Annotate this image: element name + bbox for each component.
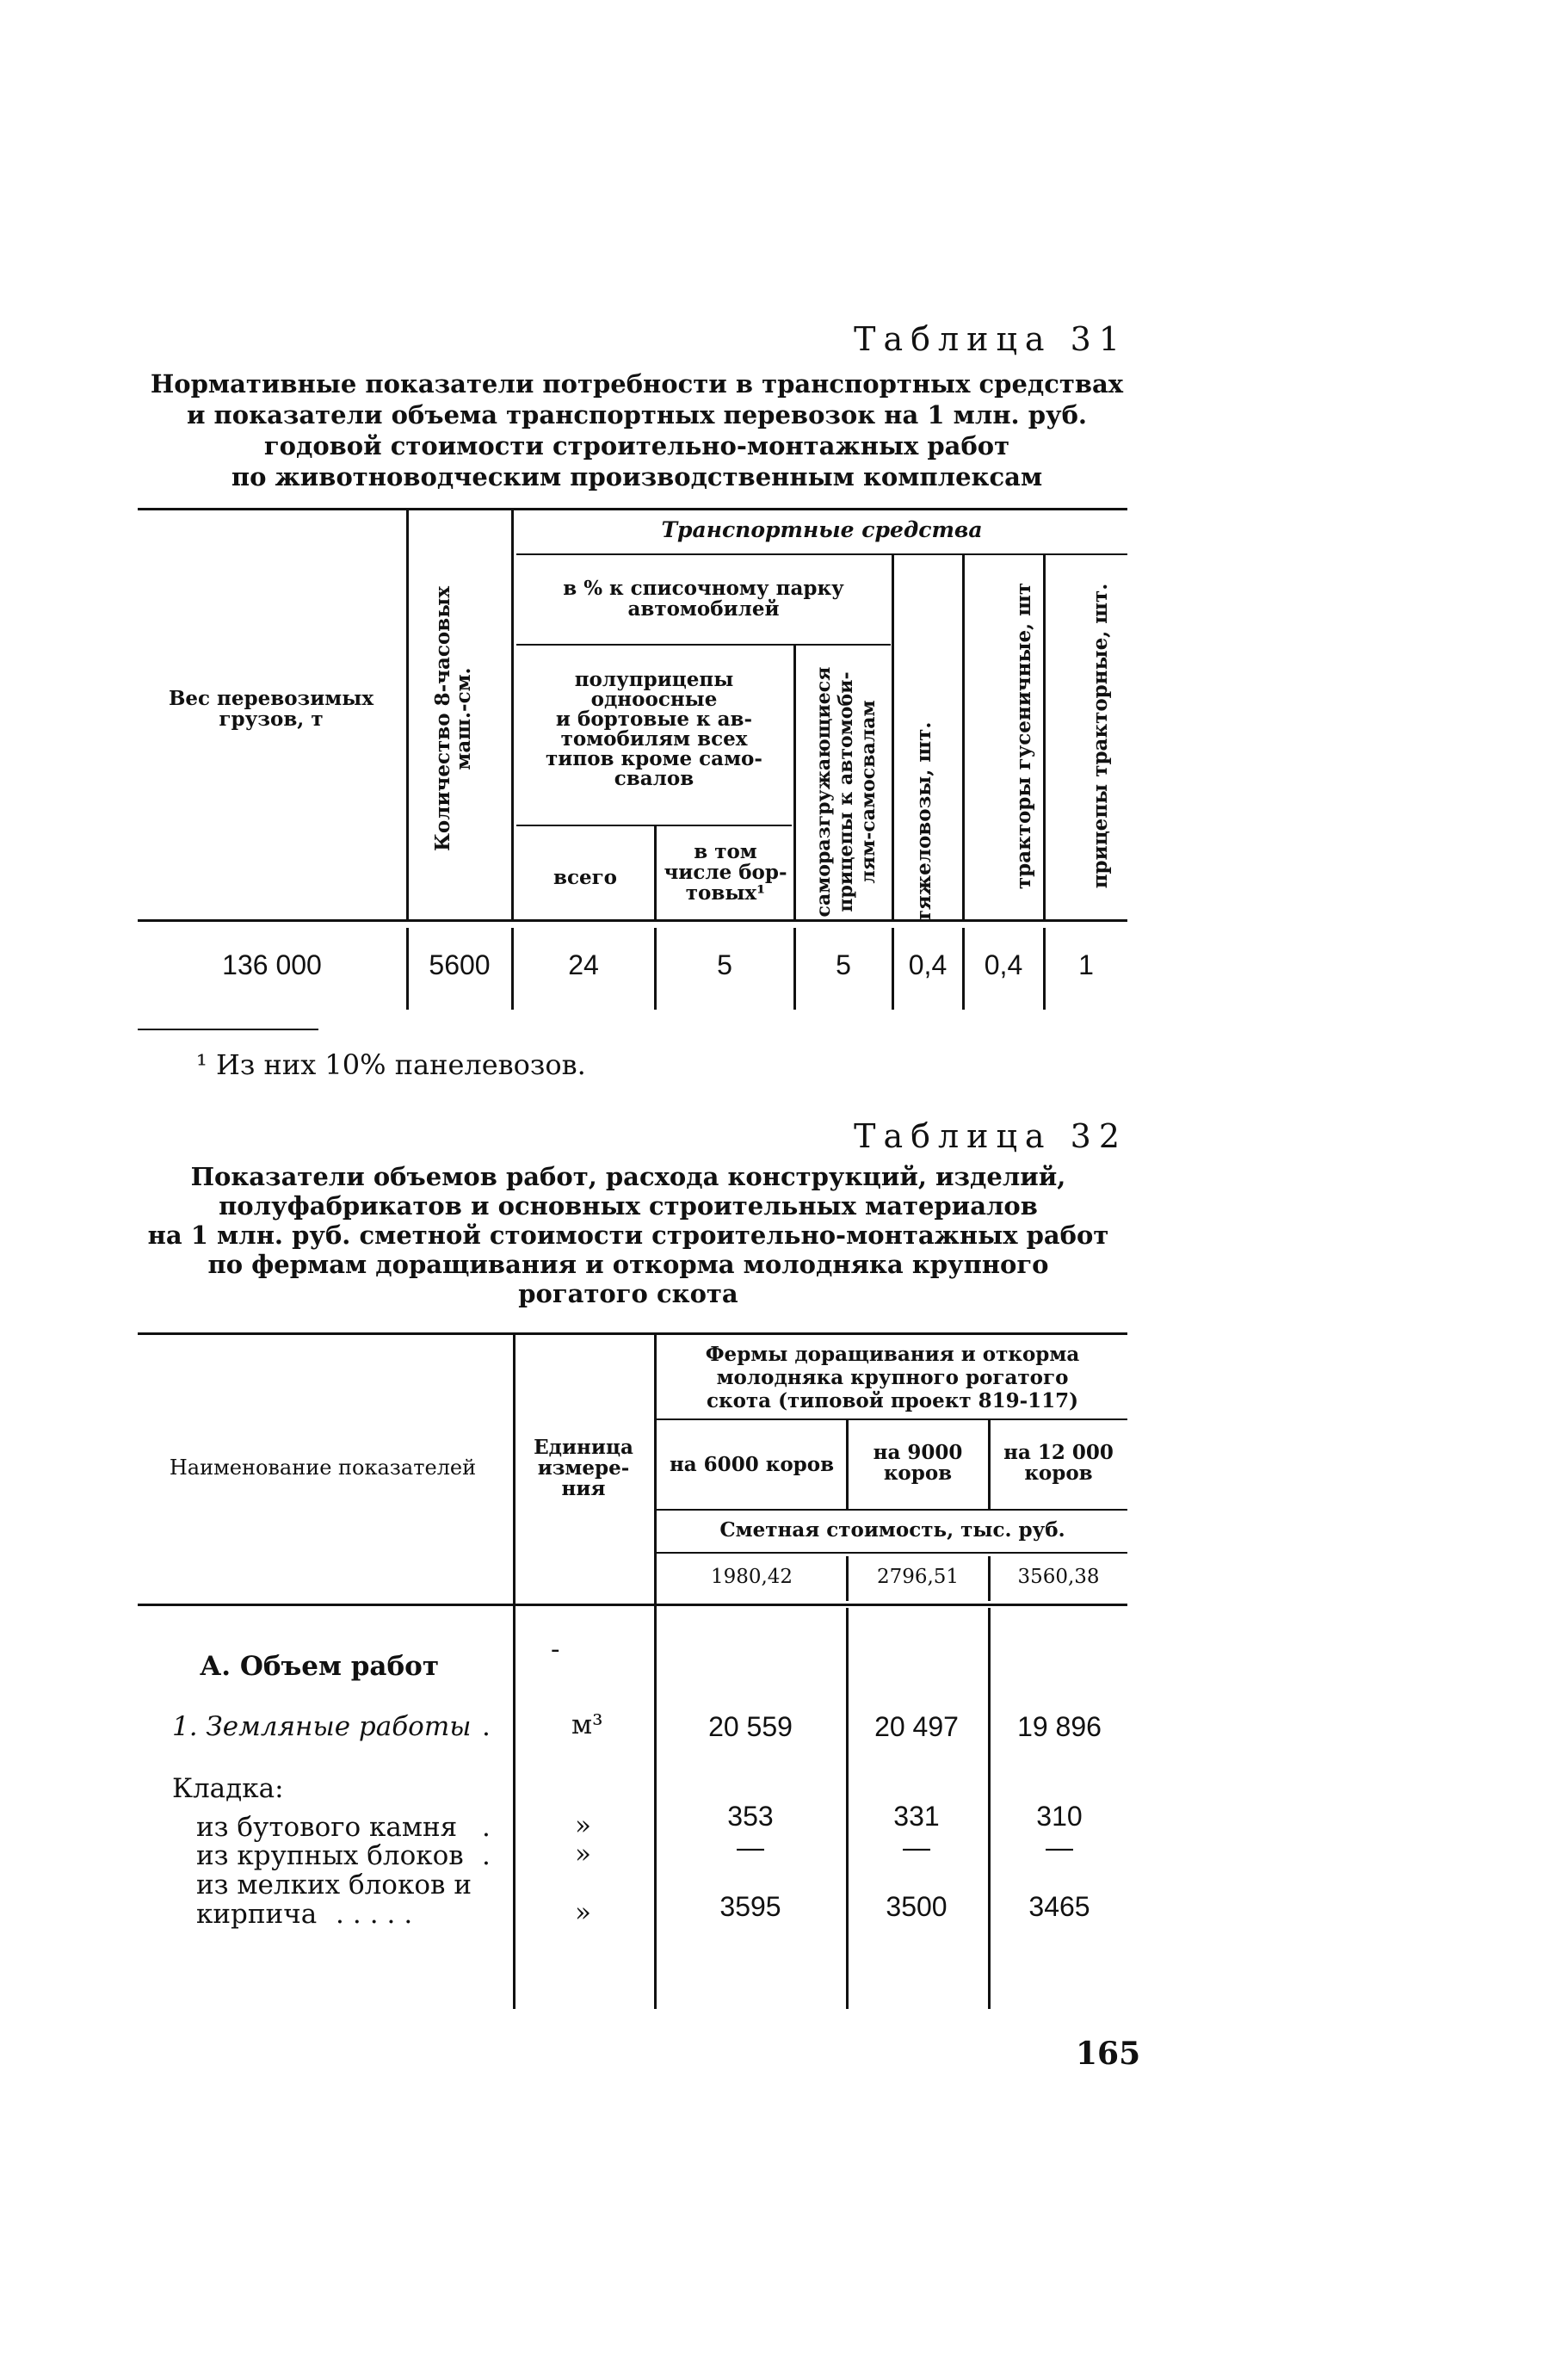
header-line: в % к списочному парку xyxy=(563,577,844,600)
footnote: ¹ Из них 10% панелевозов. xyxy=(196,1048,586,1081)
header-line: автомобилей xyxy=(627,597,780,621)
row-large-unit: » xyxy=(575,1839,591,1870)
row-rubble-unit: » xyxy=(575,1810,591,1841)
cell-shifts: 5600 xyxy=(429,949,491,980)
header-line: и бортовые к ав- xyxy=(555,708,753,731)
row-masonry: Кладка: xyxy=(172,1773,284,1804)
header-line: числе бор- xyxy=(664,861,787,884)
title-line: годовой стоимости строительно-монтажных работ xyxy=(263,431,1010,460)
row-earth-dots: . xyxy=(482,1711,491,1742)
section-a: А. Объем работ xyxy=(200,1651,440,1682)
header-line: свалов xyxy=(614,767,694,790)
row-small-unit: » xyxy=(575,1897,591,1928)
col-divider xyxy=(654,1332,657,2009)
row-earth: 1. Земляные работы xyxy=(172,1711,472,1742)
header-line: измере- xyxy=(537,1456,630,1480)
col-divider xyxy=(892,553,894,919)
header-line: ния xyxy=(561,1477,606,1500)
header-line: грузов, т xyxy=(219,708,324,731)
title-line: Нормативные показатели потребности в транспортных средствах xyxy=(150,369,1124,399)
small-val-9000: 3500 xyxy=(886,1891,948,1922)
title-line: и показатели объема транспортных перевозок на 1 млн. руб. xyxy=(186,400,1088,430)
footnote-rule xyxy=(138,1029,318,1030)
table-31-caption: Таблица 31 xyxy=(854,320,1127,358)
header-line: маш.-см. xyxy=(452,667,475,770)
cell-tractor-trailers: 1 xyxy=(1078,949,1094,980)
header-line: полуприцепы xyxy=(574,668,734,691)
header-col-12000 xyxy=(990,1443,1127,1484)
header-line: молодняка крупного рогатого xyxy=(716,1366,1069,1389)
col-divider xyxy=(988,1608,991,2009)
cell-total: 24 xyxy=(568,949,599,980)
header-line: на 9000 xyxy=(873,1441,963,1464)
title-line: на 1 млн. руб. сметной стоимости строительно-монтажных работ xyxy=(147,1221,1109,1250)
header-col-6000: на 6000 коров xyxy=(669,1453,835,1476)
title-line: Показатели объемов работ, расхода конструкций, изделий, xyxy=(190,1162,1066,1191)
earth-val-12000: 19 896 xyxy=(1017,1711,1102,1742)
section-a-dash: - xyxy=(551,1634,560,1665)
cell-of-which: 5 xyxy=(717,949,732,980)
header-self-unloading xyxy=(812,658,881,925)
rubble-val-6000: 353 xyxy=(727,1801,774,1832)
header-weight xyxy=(146,689,396,730)
col-divider xyxy=(654,825,657,919)
table-31-title xyxy=(138,368,1136,492)
small-val-12000: 3465 xyxy=(1028,1891,1090,1922)
large-val-6000: — xyxy=(737,1832,764,1863)
cell-self-unloading: 5 xyxy=(836,949,851,980)
table-32-caption: Таблица 32 xyxy=(854,1117,1127,1155)
header-line: одноосные xyxy=(590,688,718,711)
row-large: из крупных блоков xyxy=(196,1840,464,1871)
earth-val-6000: 20 559 xyxy=(708,1711,793,1742)
small-val-6000: 3595 xyxy=(719,1891,781,1922)
header-col-9000 xyxy=(848,1443,988,1484)
header-line: лям-самосвалам xyxy=(857,700,880,884)
title-line: рогатого скота xyxy=(518,1279,738,1308)
row-large-dots: . xyxy=(482,1840,491,1871)
header-cost: Сметная стоимость, тыс. руб. xyxy=(719,1518,1065,1542)
header-line: Вес перевозимых xyxy=(168,687,374,710)
title-line: по фермам доращивания и откорма молодняка крупного xyxy=(207,1250,1049,1279)
table-top-rule xyxy=(138,1332,1127,1335)
header-unit xyxy=(516,1437,651,1499)
header-percent-group xyxy=(516,578,891,620)
header-transport: Транспортные средства xyxy=(661,517,983,542)
col-divider xyxy=(846,1608,849,2009)
header-line: товых¹ xyxy=(685,881,766,905)
cell-tractors: 0,4 xyxy=(984,949,1023,980)
row-earth-unit: м³ xyxy=(571,1709,603,1740)
rule xyxy=(654,1509,1127,1511)
col-divider xyxy=(511,508,514,919)
col-divider xyxy=(793,644,796,919)
page-number: 165 xyxy=(1076,2036,1141,2072)
col-divider xyxy=(406,508,409,919)
header-line: скота (типовой проект 819-117) xyxy=(706,1389,1079,1412)
rubble-val-12000: 310 xyxy=(1036,1801,1083,1832)
row-small-dots: ..... xyxy=(336,1899,422,1930)
row-small-2: кирпича xyxy=(196,1899,318,1930)
header-line: в том xyxy=(694,840,757,863)
header-of-which xyxy=(657,842,793,904)
large-val-9000: — xyxy=(903,1832,930,1863)
table-top-rule xyxy=(138,508,1127,510)
header-line: на 12 000 xyxy=(1003,1441,1114,1464)
header-line: типов кроме само- xyxy=(546,747,762,770)
header-line: Количество 8-часовых xyxy=(431,586,454,851)
header-tractor-trailers: прицепы тракторные, шт. xyxy=(1089,583,1112,889)
rubble-val-9000: 331 xyxy=(893,1801,940,1832)
header-line: коров xyxy=(1024,1462,1093,1485)
header-line: прицепы к автомоби- xyxy=(835,671,857,912)
header-tractors: тракторы гусеничные, шт xyxy=(1012,582,1035,890)
rule xyxy=(654,1552,1127,1554)
row-rubble-dots: . xyxy=(482,1812,491,1843)
large-val-12000: — xyxy=(1046,1832,1073,1863)
row-small-1: из мелких блоков и xyxy=(196,1870,472,1901)
rule xyxy=(516,553,1127,555)
header-farms xyxy=(657,1343,1127,1412)
title-line: полуфабрикатов и основных строительных материалов xyxy=(219,1191,1038,1221)
header-bottom-rule xyxy=(138,919,1127,922)
header-line: саморазгружающиеся xyxy=(812,666,835,918)
table-32-title xyxy=(129,1162,1127,1308)
header-bottom-rule xyxy=(138,1604,1127,1606)
header-line: томобилям всех xyxy=(560,727,748,751)
header-line: Фермы доращивания и откорма xyxy=(705,1343,1080,1366)
header-total: всего xyxy=(553,866,618,889)
header-line: Единица xyxy=(534,1436,633,1459)
cost-6000: 1980,42 xyxy=(710,1566,793,1588)
header-semitrailers xyxy=(516,670,792,788)
header-name: Наименование показателей xyxy=(169,1456,477,1480)
header-shifts xyxy=(433,581,485,856)
cell-weight: 136 000 xyxy=(222,949,322,980)
header-heavy: тяжеловозы, шт. xyxy=(912,721,935,923)
title-line: по животноводческим производственным комплексам xyxy=(231,462,1043,491)
cell-heavy: 0,4 xyxy=(908,949,948,980)
col-divider xyxy=(1043,553,1046,919)
col-divider xyxy=(513,1332,515,2009)
row-rubble: из бутового камня xyxy=(196,1812,458,1843)
earth-val-9000: 20 497 xyxy=(874,1711,959,1742)
cost-9000: 2796,51 xyxy=(876,1566,960,1588)
cost-12000: 3560,38 xyxy=(1017,1566,1100,1588)
rule xyxy=(654,1418,1127,1420)
col-divider xyxy=(962,553,965,919)
rule xyxy=(516,644,891,646)
header-line: коров xyxy=(883,1462,953,1485)
